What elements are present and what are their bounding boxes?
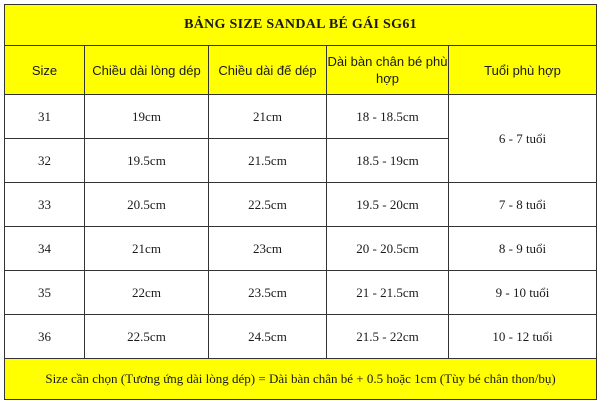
header-sole-length: Chiều dài đế dép bbox=[209, 46, 327, 95]
insole-cell: 21cm bbox=[85, 227, 209, 271]
foot-cell: 19.5 - 20cm bbox=[327, 183, 449, 227]
insole-cell: 22cm bbox=[85, 271, 209, 315]
sole-cell: 23.5cm bbox=[209, 271, 327, 315]
age-cell: 6 - 7 tuổi bbox=[449, 95, 597, 183]
size-chart-table bbox=[4, 4, 597, 400]
sole-cell: 21cm bbox=[209, 95, 327, 139]
age-cell: 9 - 10 tuổi bbox=[449, 271, 597, 315]
header-insole-length: Chiều dài lòng dép bbox=[85, 46, 209, 95]
sole-cell: 23cm bbox=[209, 227, 327, 271]
size-chart-sheet bbox=[4, 4, 596, 402]
foot-cell: 18 - 18.5cm bbox=[327, 95, 449, 139]
size-cell: 34 bbox=[5, 227, 85, 271]
age-cell: 7 - 8 tuổi bbox=[449, 183, 597, 227]
header-size: Size bbox=[5, 46, 85, 95]
foot-cell: 21 - 21.5cm bbox=[327, 271, 449, 315]
size-cell: 36 bbox=[5, 315, 85, 359]
sole-cell: 21.5cm bbox=[209, 139, 327, 183]
foot-cell: 18.5 - 19cm bbox=[327, 139, 449, 183]
header-row bbox=[5, 46, 597, 95]
size-cell: 35 bbox=[5, 271, 85, 315]
foot-cell: 20 - 20.5cm bbox=[327, 227, 449, 271]
table-row bbox=[5, 271, 597, 315]
insole-cell: 19.5cm bbox=[85, 139, 209, 183]
header-age: Tuổi phù hợp bbox=[449, 46, 597, 95]
sole-cell: 24.5cm bbox=[209, 315, 327, 359]
foot-cell: 21.5 - 22cm bbox=[327, 315, 449, 359]
table-row bbox=[5, 227, 597, 271]
sole-cell: 22.5cm bbox=[209, 183, 327, 227]
table-row bbox=[5, 95, 597, 139]
footer-row bbox=[5, 359, 597, 400]
insole-cell: 20.5cm bbox=[85, 183, 209, 227]
insole-cell: 19cm bbox=[85, 95, 209, 139]
table-row bbox=[5, 183, 597, 227]
chart-title: BẢNG SIZE SANDAL BÉ GÁI SG61 bbox=[5, 5, 597, 46]
title-row bbox=[5, 5, 597, 46]
size-cell: 33 bbox=[5, 183, 85, 227]
header-foot-length: Dài bàn chân bé phù hợp bbox=[327, 46, 449, 95]
footer-note: Size cần chọn (Tương ứng dài lòng dép) = Dài bàn chân bé + 0.5 hoặc 1cm (Tùy bé chân thon/bụ) bbox=[5, 359, 597, 400]
age-cell: 8 - 9 tuổi bbox=[449, 227, 597, 271]
insole-cell: 22.5cm bbox=[85, 315, 209, 359]
age-cell: 10 - 12 tuổi bbox=[449, 315, 597, 359]
size-cell: 32 bbox=[5, 139, 85, 183]
table-row bbox=[5, 315, 597, 359]
size-cell: 31 bbox=[5, 95, 85, 139]
